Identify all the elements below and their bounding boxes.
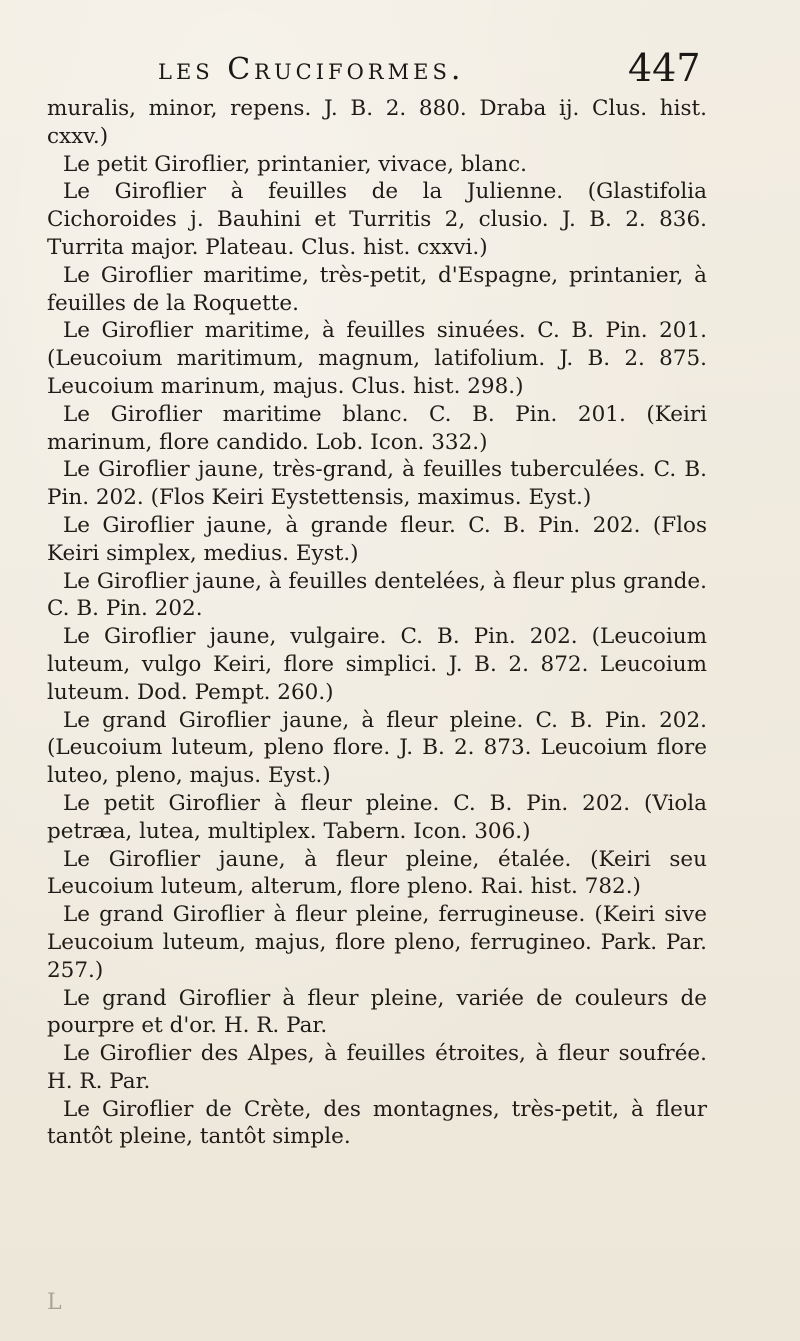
- paragraph-entry: Le Giroflier de Crète, des montagnes, très-petit, à fleur tantôt pleine, tantôt simple.: [47, 1096, 707, 1150]
- page-number: 447: [628, 46, 701, 90]
- page-header: [0, 46, 800, 96]
- body-text: [47, 95, 707, 1151]
- paragraph-entry: Le petit Giroflier à fleur pleine. C. B. Pin. 202. (Viola petræa, lutea, multiplex. Tabern. Icon. 306.): [47, 790, 707, 844]
- paragraph-entry: Le Giroflier maritime, très-petit, d'Espagne, printanier, à feuilles de la Roquette.: [47, 262, 707, 316]
- paragraph-entry: Le grand Giroflier à fleur pleine, ferrugineuse. (Keiri sive Leucoium luteum, majus, flore pleno, ferrugineo. Park. Par. 257.): [47, 902, 707, 983]
- paragraph-entry: Le Giroflier maritime blanc. C. B. Pin. 201. (Keiri marinum, flore candido. Lob. Icon. 332.): [47, 401, 707, 455]
- paragraph-entry: Le Giroflier jaune, vulgaire. C. B. Pin. 202. (Leucoium luteum, vulgo Keiri, flore simplici. J. B. 2. 872. Leucoium luteum. Dod. Pempt. 260.): [47, 624, 707, 705]
- catchword: L: [47, 1290, 62, 1315]
- paragraph-entry: Le Giroflier maritime, à feuilles sinuées. C. B. Pin. 201. (Leucoium maritimum, magnum, latifolium. J. B. 2. 875. Leucoium marinum, majus. Clus. hist. 298.): [47, 318, 707, 399]
- paragraph-entry: Le Giroflier jaune, à fleur pleine, étalée. (Keiri seu Leucoium luteum, alterum, flore pleno. Rai. hist. 782.): [47, 846, 707, 900]
- paragraph-entry: Le Giroflier des Alpes, à feuilles étroites, à fleur soufrée. H. R. Par.: [47, 1041, 707, 1094]
- paragraph-entry: Le Giroflier jaune, à feuilles dentelées, à fleur plus grande. C. B. Pin. 202.: [47, 568, 707, 622]
- paragraph-entry: Le Giroflier jaune, très-grand, à feuilles tuberculées. C. B. Pin. 202. (Flos Keiri Eystettensis, maximus. Eyst.): [47, 457, 707, 511]
- paragraph-entry: Le petit Giroflier, printanier, vivace, blanc.: [63, 151, 527, 177]
- paragraph-entry: Le Giroflier à feuilles de la Julienne. (Glastifolia Cichoroides j. Bauhini et Turritis 2, clusio. J. B. 2. 836. Turrita major. Plateau. Clus. hist. cxxvi.): [47, 179, 707, 260]
- running-head: les Cruciformes.: [158, 52, 465, 87]
- paragraph-entry: Le Giroflier jaune, à grande fleur. C. B. Pin. 202. (Flos Keiri simplex, medius. Eyst.): [47, 512, 707, 566]
- paragraph-entry: Le grand Giroflier jaune, à fleur pleine. C. B. Pin. 202. (Leucoium luteum, pleno flore. J. B. 2. 873. Leucoium flore luteo, pleno, majus. Eyst.): [47, 707, 707, 789]
- paragraph-entry: Le grand Giroflier à fleur pleine, variée de couleurs de pourpre et d'or. H. R. Par.: [47, 985, 707, 1039]
- paragraph-continuation: muralis, minor, repens. J. B. 2. 880. Draba ij. Clus. hist. cxxv.): [47, 96, 707, 149]
